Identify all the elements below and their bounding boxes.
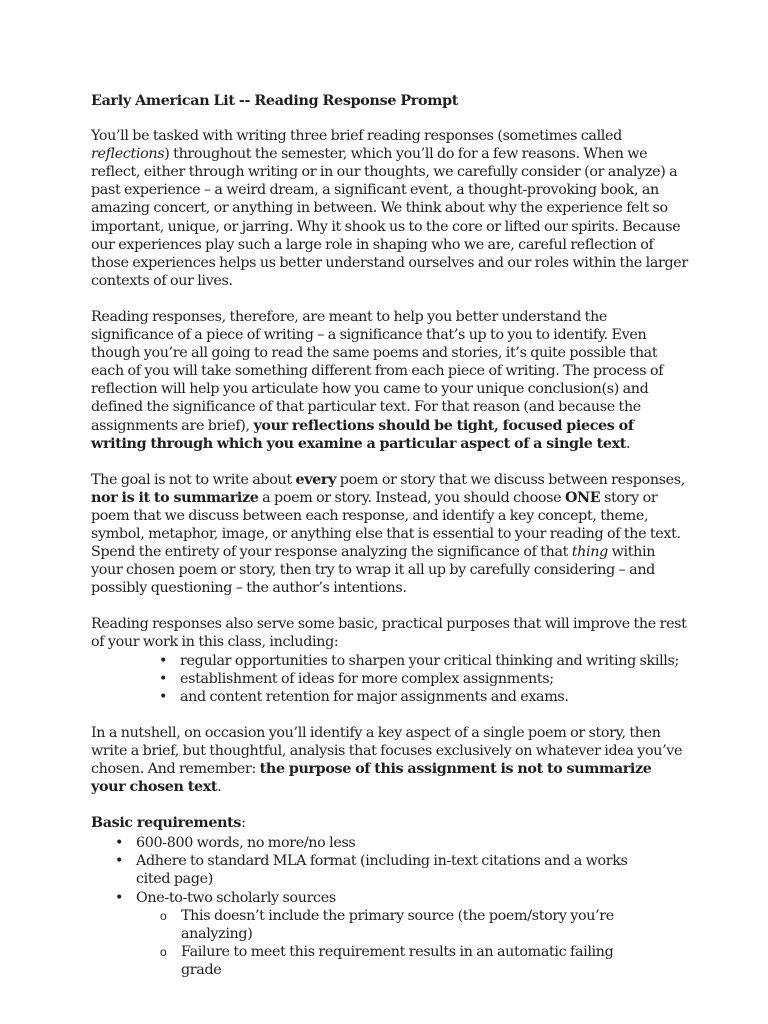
goal-text-d: story or poem that we discuss between each response, and identify a key concept, theme, symbol, metaphor, image, or anything else that is essential to your reading of the text. Spend the entirety of your response analyzing the significance of that — [91, 489, 681, 561]
requirement-sources: One-to-two scholarly sources — [136, 889, 336, 906]
goal-text-e: within your chosen poem or story, then try to wrap it all up by carefully considering – and possibly questioning – the author’s intentions. — [91, 544, 656, 597]
intro-text-a: You’ll be tasked with writing three brief reading responses (sometimes called — [91, 128, 622, 145]
requirements-title: Basic requirements — [91, 815, 242, 832]
requirements-list — [91, 834, 688, 979]
list-item: • and content retention for major assignments and exams. — [91, 688, 688, 706]
goal-italic-thing: thing — [571, 544, 608, 561]
intro-text-b: ) throughout the semester, which you’ll do for a few reasons. When we reflect, either through writing or in our thoughts, we carefully consider (or analyze) a past experience – a weird dream, a significant event, a thought-provoking book, an amazing concert, or anything in between. We think about why the experience felt so important, unique, or jarring. Why it shook us to the core or lifted our spirits. Because our experiences play such a large role in shaping who we are, careful reflection of those experiences helps us better understand ourselves and our roles within the larger contexts of our lives. — [91, 146, 688, 289]
significance-text-c: . — [626, 435, 631, 452]
goal-bold-one: ONE — [564, 489, 601, 506]
purposes-list — [91, 652, 688, 706]
paragraph-goal — [91, 471, 688, 598]
goal-bold-summarize: nor is it to summarize — [91, 489, 259, 506]
significance-text-a: Reading responses, therefore, are meant to help you better understand the significance of a piece of writing – a significance that’s up to you to identify. Even though you’re all going to read the same poems and stories, it’s quite possible that each of you will take something different from each piece of writing. The process of reflection will help you articulate how you came to your unique conclusion(s) and defined the significance of that particular text. For that reason (and because the assignments are brief), — [91, 308, 664, 434]
nutshell-text-a: In a nutshell, on occasion you’ll identify a key aspect of a single poem or story, then write a brief, but thoughtful, analysis that focuses exclusively on whatever idea you’ve chosen. And remember: — [91, 724, 683, 777]
list-item: o Failure to meet this requirement results in an automatic failing grade — [91, 943, 628, 979]
list-item: • regular opportunities to sharpen your critical thinking and writing skills; — [91, 652, 688, 670]
goal-bold-every: every — [295, 471, 337, 488]
nutshell-bold: the purpose of this assignment is not to summarize your chosen text — [91, 761, 652, 796]
list-item: • Adhere to standard MLA format (including in-text citations and a works cited page) — [91, 852, 688, 888]
intro-italic: reflections — [91, 146, 165, 163]
paragraph-nutshell — [91, 724, 688, 796]
significance-bold: your reflections should be tight, focused pieces of writing through which you examine a particular aspect of a single text — [91, 417, 634, 452]
list-item — [91, 889, 688, 979]
paragraph-intro — [91, 127, 688, 290]
paragraph-significance — [91, 308, 688, 453]
paragraph-purposes: Reading responses also serve some basic, practical purposes that will improve the rest of your work in this class, including: — [91, 616, 687, 651]
goal-text-c: a poem or story. Instead, you should choose — [262, 489, 562, 506]
goal-text-b: poem or story that we discuss between responses, — [339, 471, 685, 488]
sub-requirements-list — [136, 907, 628, 979]
requirements-heading — [91, 814, 688, 832]
document-title: Early American Lit -- Reading Response Prompt — [91, 93, 459, 109]
goal-text-a: The goal is not to write about — [91, 471, 292, 488]
list-item: • establishment of ideas for more complex assignments; — [91, 670, 688, 688]
list-item: o This doesn’t include the primary source (the poem/story you’re analyzing) — [91, 907, 628, 943]
nutshell-text-c: . — [217, 779, 222, 796]
requirements-colon: : — [241, 815, 246, 832]
list-item: • 600-800 words, no more/no less — [91, 834, 688, 852]
